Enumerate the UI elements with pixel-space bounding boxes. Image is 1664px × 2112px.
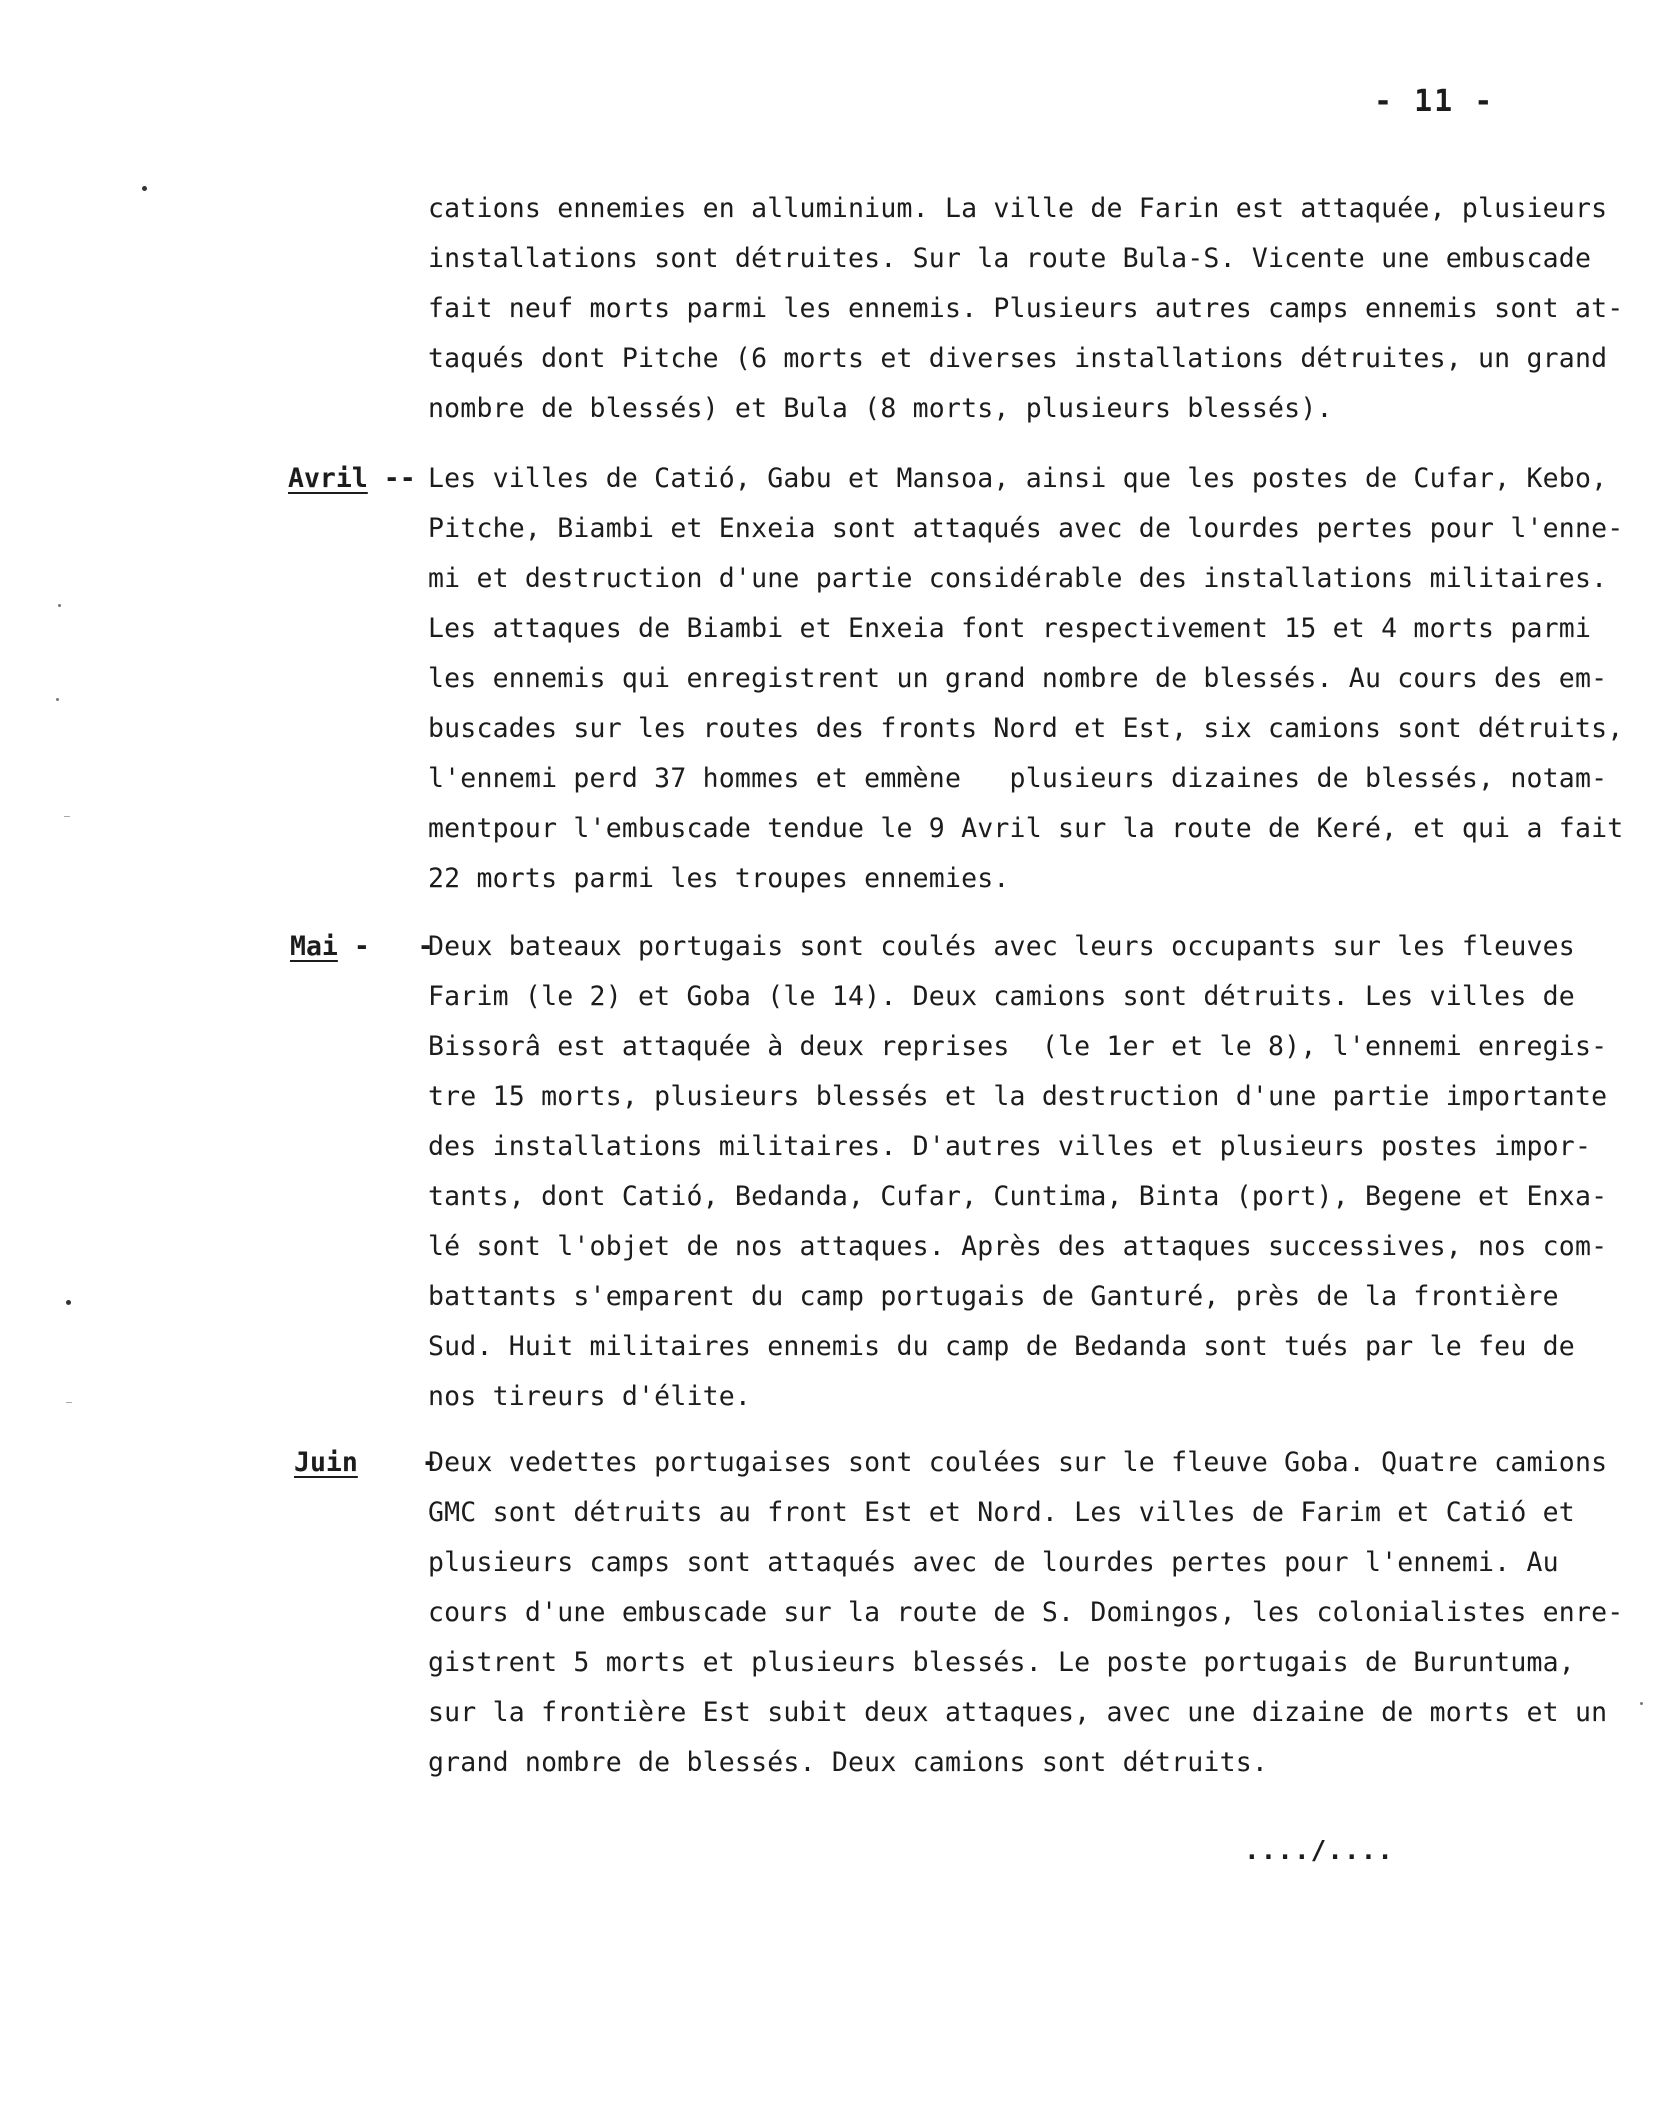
- entry-dash: - -: [337, 931, 434, 962]
- entry-line: GMC sont détruits au front Est et Nord. Les villes de Farim et Catió et: [428, 1497, 1575, 1528]
- entry-line: mentpour l'embuscade tendue le 9 Avril sur la route de Keré, et qui a fait: [428, 813, 1624, 844]
- intro-line: cations ennemies en alluminium. La ville de Farin est attaquée, plusieurs: [428, 193, 1608, 224]
- entry-dash: --: [367, 463, 416, 494]
- entry-line: Farim (le 2) et Goba (le 14). Deux camions sont détruits. Les villes de: [428, 981, 1575, 1012]
- entry-line: l'ennemi perd 37 hommes et emmène plusieurs dizaines de blessés, notam-: [428, 763, 1608, 794]
- entry-line: 22 morts parmi les troupes ennemies.: [428, 863, 1010, 894]
- entry-line: lé sont l'objet de nos attaques. Après des attaques successives, nos com-: [428, 1231, 1608, 1262]
- entry-line: les ennemis qui enregistrent un grand nombre de blessés. Au cours des em-: [428, 663, 1608, 694]
- scan-speck: [58, 604, 61, 607]
- intro-line: installations sont détruites. Sur la route Bula-S. Vicente une embuscade: [428, 243, 1592, 274]
- intro-line: nombre de blessés) et Bula (8 morts, plusieurs blessés).: [428, 393, 1333, 424]
- scan-speck: [66, 1402, 72, 1403]
- entry-line: nos tireurs d'élite.: [428, 1381, 752, 1412]
- entry-line: tants, dont Catió, Bedanda, Cufar, Cuntima, Binta (port), Begene et Enxa-: [428, 1181, 1608, 1212]
- entry-line: Pitche, Biambi et Enxeia sont attaqués avec de lourdes pertes pour l'enne-: [428, 513, 1624, 544]
- scan-speck: [66, 1300, 71, 1305]
- entry-line: cours d'une embuscade sur la route de S. Domingos, les colonialistes enre-: [428, 1597, 1624, 1628]
- scan-speck: [1640, 1702, 1643, 1705]
- entry-line: Les attaques de Biambi et Enxeia font respectivement 15 et 4 morts parmi: [428, 613, 1592, 644]
- entry-line: Deux bateaux portugais sont coulés avec leurs occupants sur les fleuves: [428, 931, 1575, 962]
- entry-line: sur la frontière Est subit deux attaques, avec une dizaine de morts et un: [428, 1697, 1608, 1728]
- entry-line: buscades sur les routes des fronts Nord et Est, six camions sont détruits,: [428, 713, 1624, 744]
- entry-line: Deux vedettes portugaises sont coulées sur le fleuve Goba. Quatre camions: [428, 1447, 1608, 1478]
- entry-line: tre 15 morts, plusieurs blessés et la destruction d'une partie importante: [428, 1081, 1608, 1112]
- entry-line: Sud. Huit militaires ennemis du camp de Bedanda sont tués par le feu de: [428, 1331, 1575, 1362]
- entry-label: [294, 1446, 438, 1480]
- month-heading: Avril: [288, 463, 368, 494]
- entry-line: des installations militaires. D'autres villes et plusieurs postes impor-: [428, 1131, 1592, 1162]
- entry-label: [290, 930, 434, 964]
- intro-line: fait neuf morts parmi les ennemis. Plusieurs autres camps ennemis sont at-: [428, 293, 1624, 324]
- month-heading: Juin: [294, 1447, 358, 1478]
- entry-line: plusieurs camps sont attaqués avec de lourdes pertes pour l'ennemi. Au: [428, 1547, 1559, 1578]
- scan-speck: [142, 186, 147, 191]
- month-heading: Mai: [290, 931, 338, 962]
- entry-line: gistrent 5 morts et plusieurs blessés. Le poste portugais de Buruntuma,: [428, 1647, 1575, 1678]
- continuation-mark: ..../....: [1244, 1836, 1394, 1866]
- page-number: - 11 -: [1374, 84, 1495, 119]
- intro-line: taqués dont Pitche (6 morts et diverses installations détruites, un grand: [428, 343, 1608, 374]
- entry-line: grand nombre de blessés. Deux camions sont détruits.: [428, 1747, 1269, 1778]
- entry-line: Les villes de Catió, Gabu et Mansoa, ainsi que les postes de Cufar, Kebo,: [428, 463, 1608, 494]
- entry-line: battants s'emparent du camp portugais de Ganturé, près de la frontière: [428, 1281, 1559, 1312]
- entry-dash: -: [357, 1447, 438, 1478]
- entry-label: [288, 462, 416, 496]
- entry-line: mi et destruction d'une partie considérable des installations militaires.: [428, 563, 1608, 594]
- entry-line: Bissorâ est attaquée à deux reprises (le 1er et le 8), l'ennemi enregis-: [428, 1031, 1608, 1062]
- scan-speck: [56, 698, 59, 701]
- scan-speck: [64, 816, 70, 817]
